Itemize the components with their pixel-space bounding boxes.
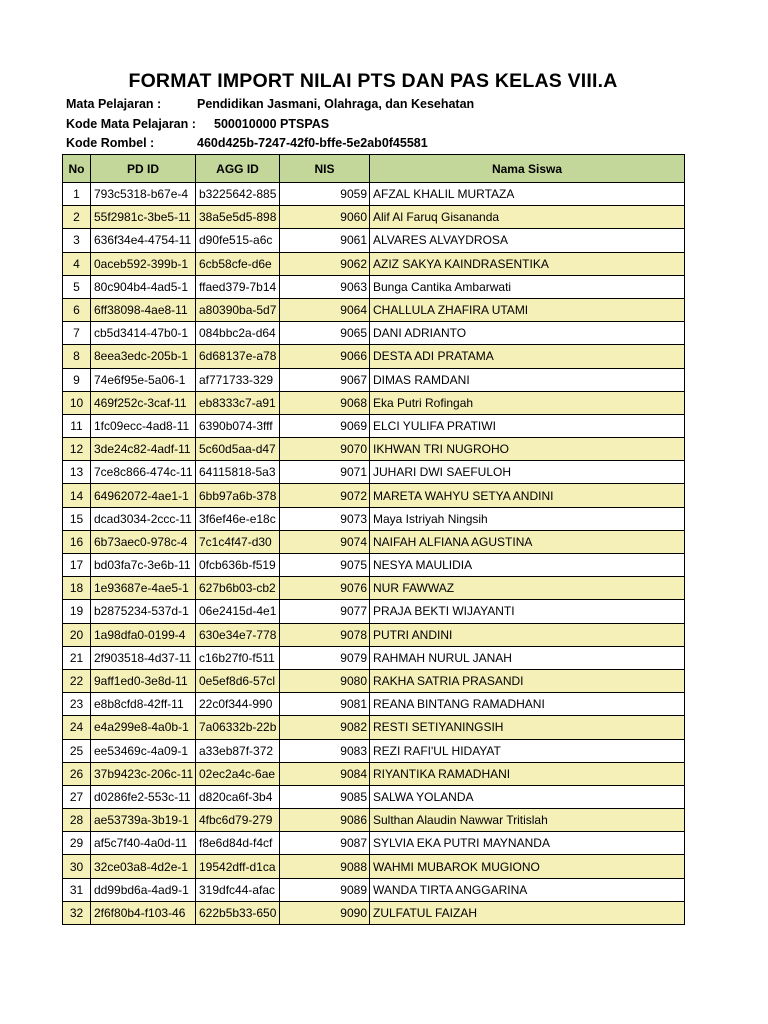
table-row [63, 183, 685, 206]
cell-no: 1 [63, 183, 91, 206]
cell-no: 6 [63, 298, 91, 321]
kode-mapel-label: Kode Mata Pelajaran : [66, 117, 196, 131]
table-row [63, 855, 685, 878]
table-row [63, 554, 685, 577]
table-row [63, 391, 685, 414]
cell-pd-id: 32ce03a8-4d2e-1 [91, 855, 196, 878]
cell-nis: 9068 [280, 391, 370, 414]
mapel-label: Mata Pelajaran : [66, 97, 162, 111]
cell-pd-id: 2f6f80b4-f103-46 [91, 901, 196, 924]
cell-nama-siswa: DANI ADRIANTO [370, 322, 685, 345]
cell-pd-id: 636f34e4-4754-11 [91, 229, 196, 252]
cell-agg-id: 3f6ef46e-e18c [196, 507, 280, 530]
cell-nama-siswa: WANDA TIRTA ANGGARINA [370, 878, 685, 901]
cell-agg-id: d90fe515-a6c [196, 229, 280, 252]
cell-nis: 9075 [280, 554, 370, 577]
table-row [63, 438, 685, 461]
cell-pd-id: 6ff38098-4ae8-11 [91, 298, 196, 321]
cell-nama-siswa: NUR FAWWAZ [370, 577, 685, 600]
cell-nis: 9067 [280, 368, 370, 391]
table-row [63, 785, 685, 808]
cell-nama-siswa: Sulthan Alaudin Nawwar Tritislah [370, 809, 685, 832]
cell-pd-id: e8b8cfd8-42ff-11 [91, 693, 196, 716]
cell-no: 27 [63, 785, 91, 808]
cell-nama-siswa: DESTA ADI PRATAMA [370, 345, 685, 368]
cell-pd-id: 80c904b4-4ad5-1 [91, 275, 196, 298]
cell-no: 20 [63, 623, 91, 646]
cell-nama-siswa: RIYANTIKA RAMADHANI [370, 762, 685, 785]
cell-nama-siswa: CHALLULA ZHAFIRA UTAMI [370, 298, 685, 321]
cell-nama-siswa: ZULFATUL FAIZAH [370, 901, 685, 924]
cell-agg-id: 630e34e7-778 [196, 623, 280, 646]
cell-nis: 9061 [280, 229, 370, 252]
table-row [63, 577, 685, 600]
cell-no: 9 [63, 368, 91, 391]
cell-agg-id: d820ca6f-3b4 [196, 785, 280, 808]
cell-nis: 9077 [280, 600, 370, 623]
cell-nama-siswa: PRAJA BEKTI WIJAYANTI [370, 600, 685, 623]
cell-nis: 9073 [280, 507, 370, 530]
cell-agg-id: b3225642-885 [196, 183, 280, 206]
col-header-nama-siswa: Nama Siswa [370, 155, 685, 183]
cell-nis: 9071 [280, 461, 370, 484]
cell-no: 22 [63, 669, 91, 692]
cell-nama-siswa: AZIZ SAKYA KAINDRASENTIKA [370, 252, 685, 275]
cell-agg-id: 6bb97a6b-378 [196, 484, 280, 507]
cell-nis: 9088 [280, 855, 370, 878]
cell-agg-id: a33eb87f-372 [196, 739, 280, 762]
table-row [63, 693, 685, 716]
cell-nama-siswa: RAHMAH NURUL JANAH [370, 646, 685, 669]
cell-pd-id: 9aff1ed0-3e8d-11 [91, 669, 196, 692]
table-row [63, 275, 685, 298]
cell-no: 29 [63, 832, 91, 855]
cell-agg-id: 6cb58cfe-d6e [196, 252, 280, 275]
cell-nis: 9081 [280, 693, 370, 716]
cell-pd-id: 2f903518-4d37-11 [91, 646, 196, 669]
cell-agg-id: 4fbc6d79-279 [196, 809, 280, 832]
cell-no: 16 [63, 530, 91, 553]
cell-agg-id: 19542dff-d1ca [196, 855, 280, 878]
cell-agg-id: 6390b074-3fff [196, 414, 280, 437]
cell-no: 3 [63, 229, 91, 252]
cell-nama-siswa: Bunga Cantika Ambarwati [370, 275, 685, 298]
table-row [63, 600, 685, 623]
cell-nis: 9090 [280, 901, 370, 924]
table-row [63, 414, 685, 437]
cell-nis: 9089 [280, 878, 370, 901]
cell-pd-id: ae53739a-3b19-1 [91, 809, 196, 832]
table-row [63, 530, 685, 553]
cell-nis: 9062 [280, 252, 370, 275]
cell-agg-id: c16b27f0-f511 [196, 646, 280, 669]
table-row [63, 298, 685, 321]
cell-pd-id: e4a299e8-4a0b-1 [91, 716, 196, 739]
table-row [63, 878, 685, 901]
cell-agg-id: 319dfc44-afac [196, 878, 280, 901]
cell-pd-id: 74e6f95e-5a06-1 [91, 368, 196, 391]
col-header-nis: NIS [280, 155, 370, 183]
cell-agg-id: 38a5e5d5-898 [196, 206, 280, 229]
col-header-agg-id: AGG ID [196, 155, 280, 183]
table-row [63, 206, 685, 229]
cell-no: 5 [63, 275, 91, 298]
cell-no: 4 [63, 252, 91, 275]
cell-nama-siswa: IKHWAN TRI NUGROHO [370, 438, 685, 461]
cell-pd-id: cb5d3414-47b0-1 [91, 322, 196, 345]
cell-nis: 9065 [280, 322, 370, 345]
cell-no: 30 [63, 855, 91, 878]
cell-nama-siswa: RAKHA SATRIA PRASANDI [370, 669, 685, 692]
cell-agg-id: 02ec2a4c-6ae [196, 762, 280, 785]
cell-nis: 9082 [280, 716, 370, 739]
cell-agg-id: 7c1c4f47-d30 [196, 530, 280, 553]
cell-nama-siswa: SYLVIA EKA PUTRI MAYNANDA [370, 832, 685, 855]
cell-pd-id: 55f2981c-3be5-11 [91, 206, 196, 229]
cell-nama-siswa: RESTI SETIYANINGSIH [370, 716, 685, 739]
cell-nis: 9080 [280, 669, 370, 692]
cell-nis: 9078 [280, 623, 370, 646]
cell-nis: 9086 [280, 809, 370, 832]
cell-nama-siswa: JUHARI DWI SAEFULOH [370, 461, 685, 484]
cell-agg-id: ffaed379-7b14 [196, 275, 280, 298]
cell-agg-id: af771733-329 [196, 368, 280, 391]
cell-pd-id: 0aceb592-399b-1 [91, 252, 196, 275]
col-header-pd-id: PD ID [91, 155, 196, 183]
cell-nama-siswa: PUTRI ANDINI [370, 623, 685, 646]
table-row [63, 901, 685, 924]
cell-no: 28 [63, 809, 91, 832]
cell-no: 11 [63, 414, 91, 437]
cell-no: 26 [63, 762, 91, 785]
cell-no: 17 [63, 554, 91, 577]
cell-pd-id: 469f252c-3caf-11 [91, 391, 196, 414]
table-body [63, 183, 685, 925]
cell-nama-siswa: Maya Istriyah Ningsih [370, 507, 685, 530]
cell-no: 31 [63, 878, 91, 901]
cell-no: 18 [63, 577, 91, 600]
table-row [63, 507, 685, 530]
cell-agg-id: 5c60d5aa-d47 [196, 438, 280, 461]
cell-agg-id: f8e6d84d-f4cf [196, 832, 280, 855]
cell-agg-id: 084bbc2a-d64 [196, 322, 280, 345]
cell-agg-id: eb8333c7-a91 [196, 391, 280, 414]
table-row [63, 461, 685, 484]
cell-pd-id: b2875234-537d-1 [91, 600, 196, 623]
cell-pd-id: 8eea3edc-205b-1 [91, 345, 196, 368]
cell-nis: 9063 [280, 275, 370, 298]
cell-agg-id: 64115818-5a3 [196, 461, 280, 484]
cell-agg-id: 6d68137e-a78 [196, 345, 280, 368]
cell-no: 7 [63, 322, 91, 345]
cell-pd-id: dd99bd6a-4ad9-1 [91, 878, 196, 901]
cell-no: 23 [63, 693, 91, 716]
cell-nama-siswa: AFZAL KHALIL MURTAZA [370, 183, 685, 206]
cell-nis: 9059 [280, 183, 370, 206]
cell-no: 2 [63, 206, 91, 229]
cell-pd-id: af5c7f40-4a0d-11 [91, 832, 196, 855]
cell-no: 24 [63, 716, 91, 739]
cell-nis: 9085 [280, 785, 370, 808]
table-row [63, 345, 685, 368]
cell-no: 10 [63, 391, 91, 414]
table-row [63, 739, 685, 762]
cell-nis: 9087 [280, 832, 370, 855]
table-header-row [63, 155, 685, 183]
cell-agg-id: 22c0f344-990 [196, 693, 280, 716]
cell-no: 19 [63, 600, 91, 623]
table-row [63, 484, 685, 507]
rombel-label: Kode Rombel : [66, 136, 155, 150]
cell-agg-id: 06e2415d-4e1 [196, 600, 280, 623]
table-row [63, 832, 685, 855]
cell-pd-id: 1e93687e-4ae5-1 [91, 577, 196, 600]
cell-pd-id: 793c5318-b67e-4 [91, 183, 196, 206]
table-row [63, 669, 685, 692]
cell-no: 15 [63, 507, 91, 530]
cell-nama-siswa: ALVARES ALVAYDROSA [370, 229, 685, 252]
cell-nis: 9072 [280, 484, 370, 507]
cell-pd-id: 64962072-4ae1-1 [91, 484, 196, 507]
cell-nis: 9069 [280, 414, 370, 437]
page-title: FORMAT IMPORT NILAI PTS DAN PAS KELAS VIII.A [128, 70, 618, 92]
cell-no: 8 [63, 345, 91, 368]
student-table [62, 154, 685, 925]
cell-pd-id: bd03fa7c-3e6b-11 [91, 554, 196, 577]
cell-no: 13 [63, 461, 91, 484]
cell-nama-siswa: Eka Putri Rofingah [370, 391, 685, 414]
cell-pd-id: 1a98dfa0-0199-4 [91, 623, 196, 646]
cell-agg-id: 622b5b33-650 [196, 901, 280, 924]
table-row [63, 229, 685, 252]
cell-nis: 9076 [280, 577, 370, 600]
cell-nis: 9079 [280, 646, 370, 669]
cell-nama-siswa: Alif Al Faruq Gisananda [370, 206, 685, 229]
cell-nama-siswa: SALWA YOLANDA [370, 785, 685, 808]
mapel-value: Pendidikan Jasmani, Olahraga, dan Kesehatan [197, 97, 475, 111]
cell-nama-siswa: NAIFAH ALFIANA AGUSTINA [370, 530, 685, 553]
cell-pd-id: 6b73aec0-978c-4 [91, 530, 196, 553]
cell-nis: 9070 [280, 438, 370, 461]
cell-no: 21 [63, 646, 91, 669]
rombel-value: 460d425b-7247-42f0-bffe-5e2ab0f45581 [197, 136, 428, 150]
cell-pd-id: ee53469c-4a09-1 [91, 739, 196, 762]
kode-mapel-value: 500010000 PTSPAS [214, 117, 330, 131]
cell-no: 12 [63, 438, 91, 461]
cell-nis: 9084 [280, 762, 370, 785]
cell-agg-id: 627b6b03-cb2 [196, 577, 280, 600]
table-row [63, 716, 685, 739]
cell-agg-id: a80390ba-5d7 [196, 298, 280, 321]
table-row [63, 762, 685, 785]
cell-pd-id: dcad3034-2ccc-11 [91, 507, 196, 530]
cell-agg-id: 7a06332b-22b [196, 716, 280, 739]
table-row [63, 252, 685, 275]
cell-nis: 9064 [280, 298, 370, 321]
cell-no: 25 [63, 739, 91, 762]
cell-nama-siswa: MARETA WAHYU SETYA ANDINI [370, 484, 685, 507]
cell-pd-id: 37b9423c-206c-11 [91, 762, 196, 785]
cell-nama-siswa: NESYA MAULIDIA [370, 554, 685, 577]
cell-agg-id: 0fcb636b-f519 [196, 554, 280, 577]
cell-agg-id: 0e5ef8d6-57cl [196, 669, 280, 692]
cell-nis: 9066 [280, 345, 370, 368]
cell-nis: 9060 [280, 206, 370, 229]
col-header-no: No [63, 155, 91, 183]
table-row [63, 646, 685, 669]
cell-no: 14 [63, 484, 91, 507]
table-row [63, 368, 685, 391]
cell-nama-siswa: DIMAS RAMDANI [370, 368, 685, 391]
table-row [63, 322, 685, 345]
cell-nama-siswa: WAHMI MUBAROK MUGIONO [370, 855, 685, 878]
table-row [63, 623, 685, 646]
cell-nama-siswa: REZI RAFI'UL HIDAYAT [370, 739, 685, 762]
cell-nis: 9083 [280, 739, 370, 762]
cell-nama-siswa: ELCI YULIFA PRATIWI [370, 414, 685, 437]
table-row [63, 809, 685, 832]
cell-pd-id: d0286fe2-553c-11 [91, 785, 196, 808]
cell-no: 32 [63, 901, 91, 924]
cell-pd-id: 3de24c82-4adf-11 [91, 438, 196, 461]
cell-nis: 9074 [280, 530, 370, 553]
cell-pd-id: 7ce8c866-474c-11 [91, 461, 196, 484]
cell-pd-id: 1fc09ecc-4ad8-11 [91, 414, 196, 437]
cell-nama-siswa: REANA BINTANG RAMADHANI [370, 693, 685, 716]
